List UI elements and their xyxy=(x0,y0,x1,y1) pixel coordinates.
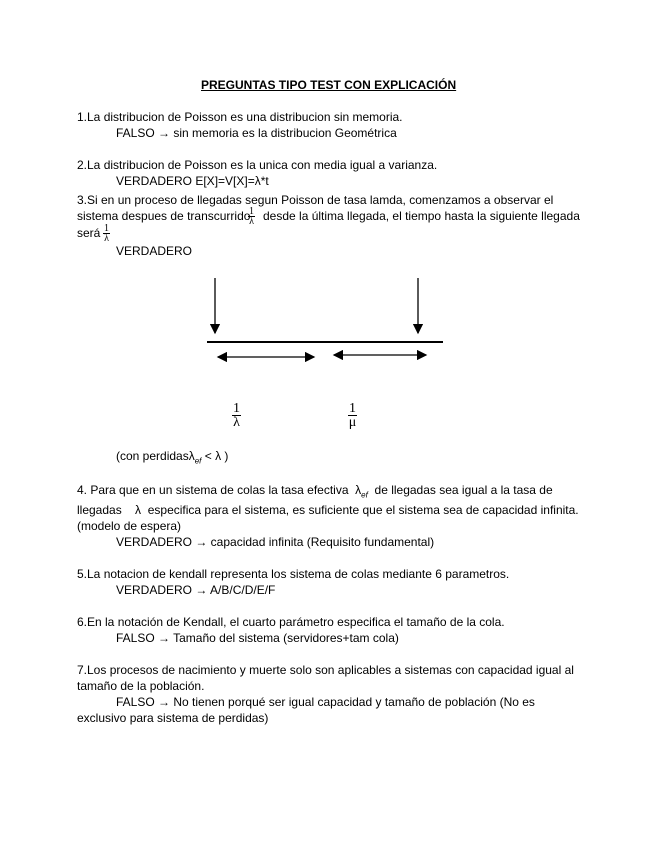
lambda-subscript: ef xyxy=(194,456,202,466)
question-3-line-1: 3.Si en un proceso de llegadas segun Poisson de tasa lamda, comenzamos a observar el xyxy=(77,193,554,207)
loss-note xyxy=(116,449,228,468)
lambda-symbol: λ xyxy=(135,503,142,517)
question-3-line-3: será xyxy=(77,226,101,240)
answer-1: FALSO → sin memoria es la distribucion Geométrica xyxy=(116,126,397,140)
question-4-line-2b: especifica para el sistema, es suficiente que el sistema sea de capacidad infinita. xyxy=(147,503,579,517)
fraction-one-over-lambda: $\frac{1}{\lambda}$ xyxy=(233,401,240,430)
question-4-line-1b: de llegadas sea igual a la tasa de xyxy=(374,483,553,497)
lambda-symbol: λ xyxy=(188,449,195,463)
question-4-line-2 xyxy=(77,503,579,517)
page-title: PREGUNTAS TIPO TEST CON EXPLICACIÓN xyxy=(201,78,457,92)
answer-2: VERDADERO E[X]=V[X]=λ*t xyxy=(116,174,269,188)
question-6: 6.En la notación de Kendall, el cuarto parámetro especifica el tamaño de la cola. xyxy=(77,615,505,629)
answer-7-continued: exclusivo para sistema de perdidas) xyxy=(77,711,269,725)
question-5: 5.La notacion de kendall representa los sistema de colas mediante 6 parametros. xyxy=(77,567,510,581)
loss-note-prefix: (con perdidas xyxy=(116,449,189,463)
fraction-one-over-lambda-inline: $\frac{1}{\lambda}$ xyxy=(249,206,254,227)
question-1: 1.La distribucion de Poisson es una distribucion sin memoria. xyxy=(77,110,403,124)
lambda-subscript: ef xyxy=(361,490,368,500)
answer-5: VERDADERO → A/B/C/D/E/F xyxy=(116,583,276,597)
question-7-line-2: tamaño de la población. xyxy=(77,679,205,693)
answer-4: VERDADERO → capacidad infinita (Requisito fundamental) xyxy=(116,535,435,549)
fraction-one-over-lambda-inline-2: $\frac{1}{\lambda}$ xyxy=(104,223,109,244)
answer-3: VERDADERO xyxy=(116,244,193,258)
question-2: 2.La distribucion de Poisson es la unica con media igual a varianza. xyxy=(77,158,438,172)
fraction-one-over-mu: $\frac{1}{\mu}$ xyxy=(348,401,357,430)
question-3-line-2b: desde la última llegada, el tiempo hasta la siguiente llegada xyxy=(263,209,580,223)
question-4-line-2a: llegadas xyxy=(77,503,122,517)
answer-7: FALSO → No tienen porqué ser igual capacidad y tamaño de población (No es xyxy=(116,695,535,709)
question-3-line-2a: sistema despues de transcurrido xyxy=(77,209,251,223)
question-4-line-1 xyxy=(77,483,553,502)
question-4-line-3: (modelo de espera) xyxy=(77,519,182,533)
question-7-line-1: 7.Los procesos de nacimiento y muerte solo son aplicables a sistemas con capacidad igual al xyxy=(77,663,574,677)
loss-note-suffix: < λ ) xyxy=(201,449,229,463)
lambda-symbol: λ xyxy=(355,483,362,497)
answer-6: FALSO → Tamaño del sistema (servidores+tam cola) xyxy=(116,631,399,645)
question-4-line-1a: 4. Para que en un sistema de colas la tasa efectiva xyxy=(77,483,349,497)
